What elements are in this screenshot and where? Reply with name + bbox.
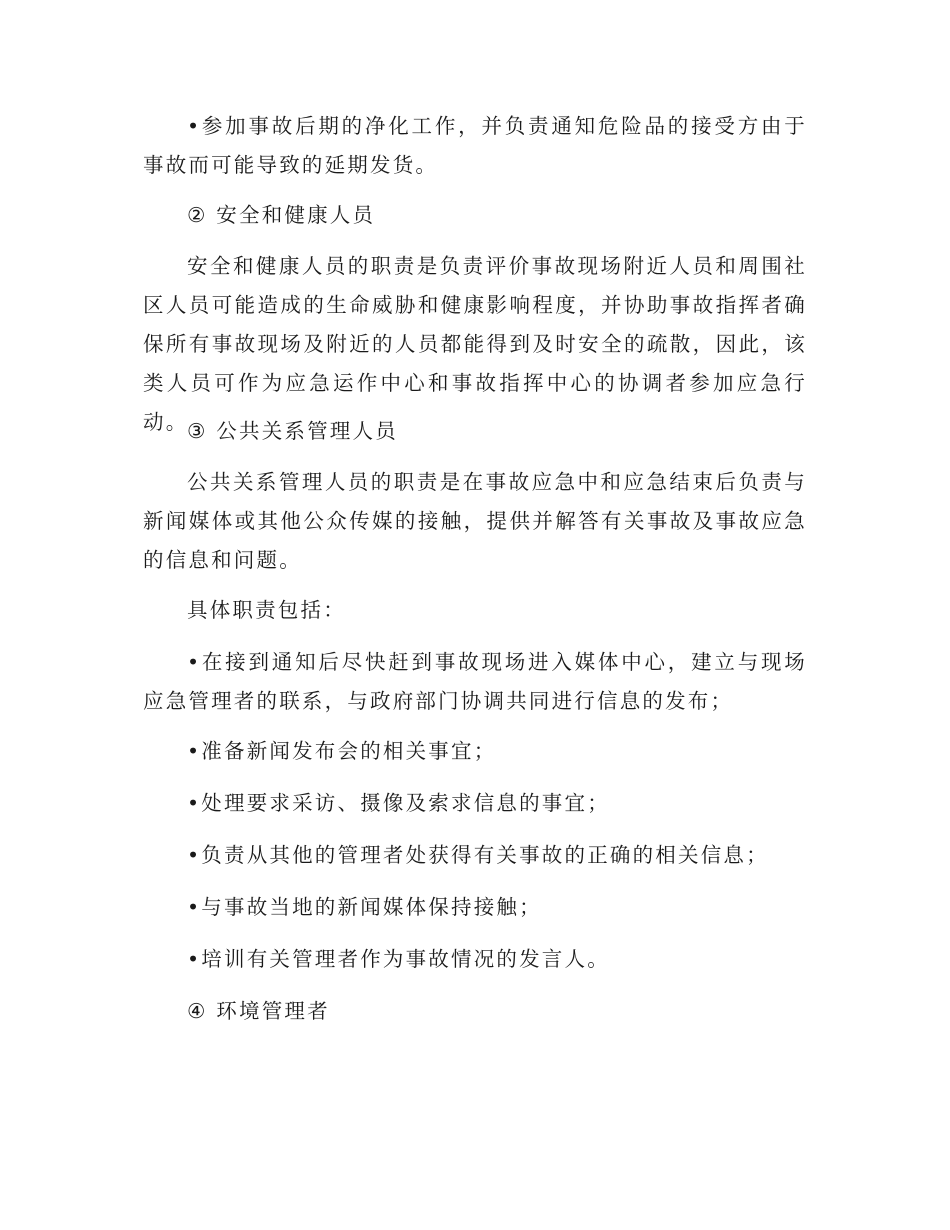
paragraph-bullet-cleanup: •参加事故后期的净化工作，并负责通知危险品的接受方由于事故而可能导致的延期发货。 [143, 114, 807, 177]
paragraph-safety-health-duties: 安全和健康人员的职责是负责评价事故现场附近人员和周围社区人员可能造成的生命威胁和健康影响程度，并协助事故指挥者确保所有事故现场及附近的人员都能得到及时安全的疏散，因此，该类人员可作为应急运作中心和事故指挥中心的协调者参加应急行动。 [143, 254, 807, 434]
heading-safety-health-staff: ② 安全和健康人员 [187, 203, 376, 227]
paragraph-bullet-local-media: •与事故当地的新闻媒体保持接触； [187, 895, 542, 919]
paragraph-bullet-press-conference: •准备新闻发布会的相关事宜； [187, 739, 497, 763]
paragraph-specific-duties-intro: 具体职责包括： [187, 598, 346, 622]
paragraph-bullet-obtain-info: •负责从其他的管理者处获得有关事故的正确的相关信息； [187, 843, 769, 867]
heading-public-relations-staff: ③ 公共关系管理人员 [187, 419, 398, 443]
heading-environment-manager: ④ 环境管理者 [187, 999, 330, 1023]
paragraph-bullet-media-center: •在接到通知后尽快赶到事故现场进入媒体中心，建立与现场应急管理者的联系，与政府部门协调共同进行信息的发布； [143, 650, 807, 713]
paragraph-bullet-interviews: •处理要求采访、摄像及索求信息的事宜； [187, 791, 610, 815]
paragraph-bullet-spokesperson: •培训有关管理者作为事故情况的发言人。 [187, 947, 610, 971]
paragraph-public-relations-duties: 公共关系管理人员的职责是在事故应急中和应急结束后负责与新闻媒体或其他公众传媒的接触，提供并解答有关事故及事故应急的信息和问题。 [143, 470, 807, 572]
